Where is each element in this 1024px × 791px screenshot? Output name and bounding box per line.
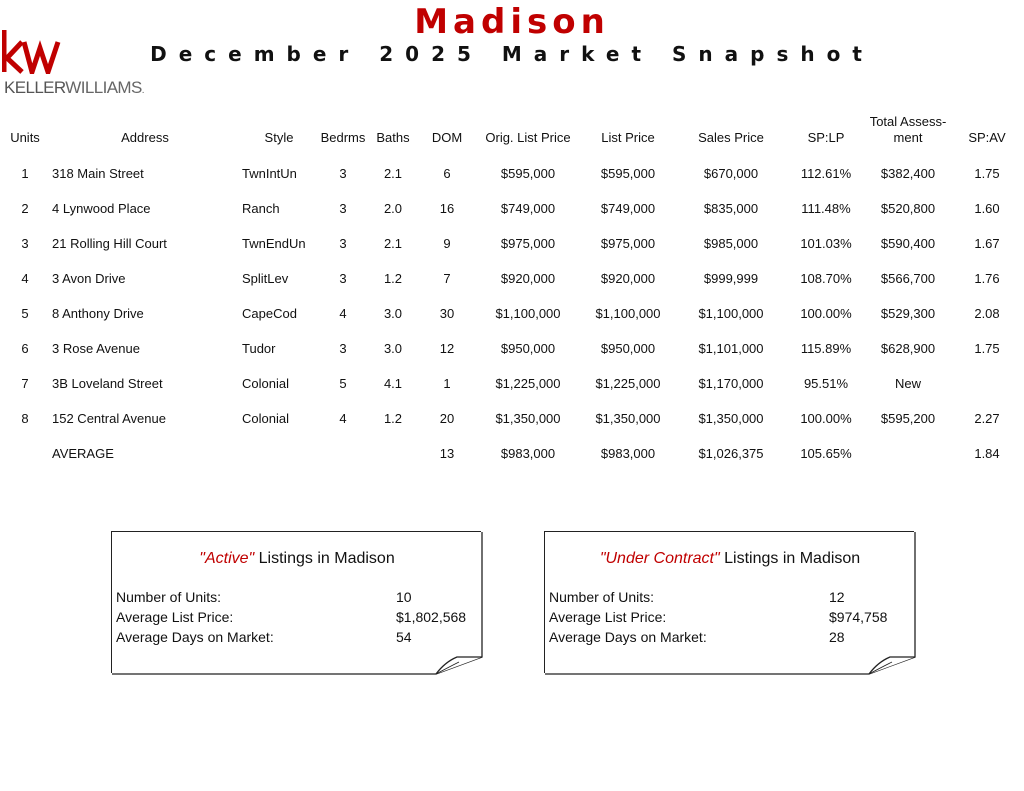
- cell-splp: 100.00%: [800, 306, 852, 321]
- cell-list: $1,225,000: [595, 376, 661, 391]
- header-units: Units: [10, 130, 40, 145]
- cell-orig-list: $1,350,000: [495, 411, 561, 426]
- cell-baths: 2.1: [383, 236, 403, 251]
- cell-bedrms: 3: [339, 271, 347, 286]
- cell-bedrms: 4: [339, 411, 347, 426]
- contract-units-label: Number of Units:: [549, 589, 655, 605]
- cell-orig-list: $920,000: [500, 271, 556, 286]
- page-subtitle: December 2025 Market Snapshot: [150, 42, 874, 66]
- table-row: [0, 366, 1024, 401]
- cell-dom: 20: [439, 411, 455, 426]
- cell-bedrms: 4: [339, 306, 347, 321]
- cell-baths: 3.0: [383, 341, 403, 356]
- cell-bedrms: 3: [339, 341, 347, 356]
- average-splp: 105.65%: [800, 446, 852, 461]
- header-sales: Sales Price: [698, 130, 764, 145]
- cell-dom: 1: [443, 376, 451, 391]
- cell-sales: $670,000: [703, 166, 759, 181]
- average-list: $983,000: [600, 446, 656, 461]
- table-row: [0, 261, 1024, 296]
- cell-style: TwnEndUn: [242, 236, 306, 251]
- cell-style: CapeCod: [242, 306, 297, 321]
- header-address: Address: [121, 130, 169, 145]
- cell-dom: 16: [439, 201, 455, 216]
- active-box-title: "Active" Listings in Madison: [199, 550, 395, 567]
- cell-list: $1,350,000: [595, 411, 661, 426]
- table-row: [0, 296, 1024, 331]
- header-assessment: Total Assess- ment: [869, 114, 947, 145]
- cell-baths: 1.2: [383, 271, 403, 286]
- cell-list: $975,000: [600, 236, 656, 251]
- contract-dom-label: Average Days on Market:: [549, 629, 707, 645]
- header-spav: SP:AV: [968, 130, 1006, 145]
- cell-dom: 9: [443, 236, 451, 251]
- cell-orig-list: $975,000: [500, 236, 556, 251]
- cell-sales: $1,101,000: [698, 341, 764, 356]
- cell-baths: 2.1: [383, 166, 403, 181]
- contract-dom-value: 28: [829, 629, 845, 645]
- active-units-label: Number of Units:: [116, 589, 222, 605]
- table-row: [0, 156, 1024, 191]
- cell-style: Colonial: [242, 411, 289, 426]
- header-style: Style: [264, 130, 294, 145]
- page-title: Madison: [414, 2, 610, 42]
- table-row: [0, 331, 1024, 366]
- contract-price-value: $974,758: [829, 609, 888, 625]
- average-sales: $1,026,375: [698, 446, 764, 461]
- cell-address: 3B Loveland Street: [52, 376, 163, 391]
- cell-assessment: $566,700: [880, 271, 936, 286]
- cell-address: 4 Lynwood Place: [52, 201, 151, 216]
- cell-spav: 1.75: [974, 341, 1000, 356]
- table-header-row: [0, 98, 1024, 156]
- cell-sales: $1,350,000: [698, 411, 764, 426]
- cell-address: 21 Rolling Hill Court: [52, 236, 167, 251]
- cell-sales: $1,100,000: [698, 306, 764, 321]
- cell-baths: 4.1: [383, 376, 403, 391]
- cell-style: Ranch: [242, 201, 280, 216]
- cell-dom: 7: [443, 271, 451, 286]
- cell-unit: 7: [21, 376, 29, 391]
- cell-unit: 4: [21, 271, 29, 286]
- contract-box-title: "Under Contract" Listings in Madison: [599, 550, 861, 567]
- cell-spav: 1.76: [974, 271, 1000, 286]
- cell-address: 8 Anthony Drive: [52, 306, 144, 321]
- cell-spav: [950, 366, 1024, 401]
- cell-unit: 8: [21, 411, 29, 426]
- average-orig-list: $983,000: [500, 446, 556, 461]
- logo-wordmark: KELLERWILLIAMS.: [4, 78, 144, 97]
- table-row: [0, 401, 1024, 436]
- cell-sales: $835,000: [703, 201, 759, 216]
- average-label: AVERAGE: [52, 446, 114, 461]
- sales-table: [0, 98, 1024, 471]
- cell-list: $950,000: [600, 341, 656, 356]
- cell-spav: 1.67: [974, 236, 1000, 251]
- cell-style: SplitLev: [242, 271, 289, 286]
- cell-spav: 2.08: [974, 306, 1000, 321]
- cell-baths: 3.0: [383, 306, 403, 321]
- cell-assessment: $595,200: [880, 411, 936, 426]
- cell-sales: $985,000: [703, 236, 759, 251]
- header-splp: SP:LP: [807, 130, 845, 145]
- cell-address: 152 Central Avenue: [52, 411, 166, 426]
- cell-splp: 101.03%: [800, 236, 852, 251]
- table-row: [0, 191, 1024, 226]
- cell-baths: 2.0: [383, 201, 403, 216]
- cell-assessment: New: [894, 376, 921, 391]
- cell-splp: 115.89%: [800, 341, 852, 356]
- cell-orig-list: $749,000: [500, 201, 556, 216]
- cell-list: $1,100,000: [595, 306, 661, 321]
- cell-assessment: $382,400: [880, 166, 936, 181]
- cell-address: 3 Rose Avenue: [52, 341, 140, 356]
- cell-dom: 12: [439, 341, 455, 356]
- active-price-value: $1,802,568: [396, 609, 467, 625]
- average-dom: 13: [439, 446, 455, 461]
- cell-splp: 95.51%: [803, 376, 849, 391]
- cell-assessment: $520,800: [880, 201, 936, 216]
- cell-spav: 2.27: [974, 411, 1000, 426]
- cell-splp: 111.48%: [801, 201, 851, 216]
- header-list: List Price: [601, 130, 655, 145]
- cell-list: $749,000: [600, 201, 656, 216]
- cell-bedrms: 3: [339, 201, 347, 216]
- active-dom-value: 54: [396, 629, 412, 645]
- cell-style: TwnIntUn: [242, 166, 297, 181]
- cell-dom: 6: [443, 166, 451, 181]
- cell-unit: 6: [21, 341, 29, 356]
- cell-style: Tudor: [242, 341, 276, 356]
- cell-orig-list: $1,225,000: [495, 376, 561, 391]
- cell-orig-list: $595,000: [500, 166, 556, 181]
- active-price-label: Average List Price:: [116, 609, 234, 625]
- cell-assessment: $590,400: [880, 236, 936, 251]
- cell-sales: $999,999: [703, 271, 759, 286]
- table-row: [0, 226, 1024, 261]
- cell-assessment: $529,300: [880, 306, 936, 321]
- cell-assessment: $628,900: [880, 341, 936, 356]
- cell-baths: 1.2: [383, 411, 403, 426]
- average-spav: 1.84: [974, 446, 1000, 461]
- cell-spav: 1.60: [974, 201, 1000, 216]
- header-dom: DOM: [431, 130, 463, 145]
- contract-price-label: Average List Price:: [549, 609, 667, 625]
- header-bedrms: Bedrms: [320, 130, 366, 145]
- cell-spav: 1.75: [974, 166, 1000, 181]
- header-orig-list: Orig. List Price: [485, 130, 571, 145]
- cell-unit: 3: [21, 236, 29, 251]
- contract-units-value: 12: [829, 589, 845, 605]
- cell-splp: 108.70%: [800, 271, 852, 286]
- cell-style: Colonial: [242, 376, 289, 391]
- cell-address: 3 Avon Drive: [52, 271, 126, 286]
- active-dom-label: Average Days on Market:: [116, 629, 274, 645]
- cell-orig-list: $1,100,000: [495, 306, 561, 321]
- cell-bedrms: 5: [339, 376, 347, 391]
- active-listings-box: [111, 531, 481, 673]
- cell-bedrms: 3: [339, 236, 347, 251]
- active-units-value: 10: [396, 589, 412, 605]
- cell-orig-list: $950,000: [500, 341, 556, 356]
- under-contract-listings-box: [544, 531, 914, 673]
- cell-unit: 1: [21, 166, 29, 181]
- cell-list: $920,000: [600, 271, 656, 286]
- cell-dom: 30: [439, 306, 455, 321]
- cell-splp: 112.61%: [800, 166, 852, 181]
- cell-unit: 5: [21, 306, 29, 321]
- cell-address: 318 Main Street: [52, 166, 144, 181]
- cell-splp: 100.00%: [800, 411, 852, 426]
- header-baths: Baths: [376, 130, 410, 145]
- table-average-row: [0, 436, 1024, 471]
- cell-unit: 2: [21, 201, 29, 216]
- cell-bedrms: 3: [339, 166, 347, 181]
- cell-list: $595,000: [600, 166, 656, 181]
- cell-sales: $1,170,000: [698, 376, 764, 391]
